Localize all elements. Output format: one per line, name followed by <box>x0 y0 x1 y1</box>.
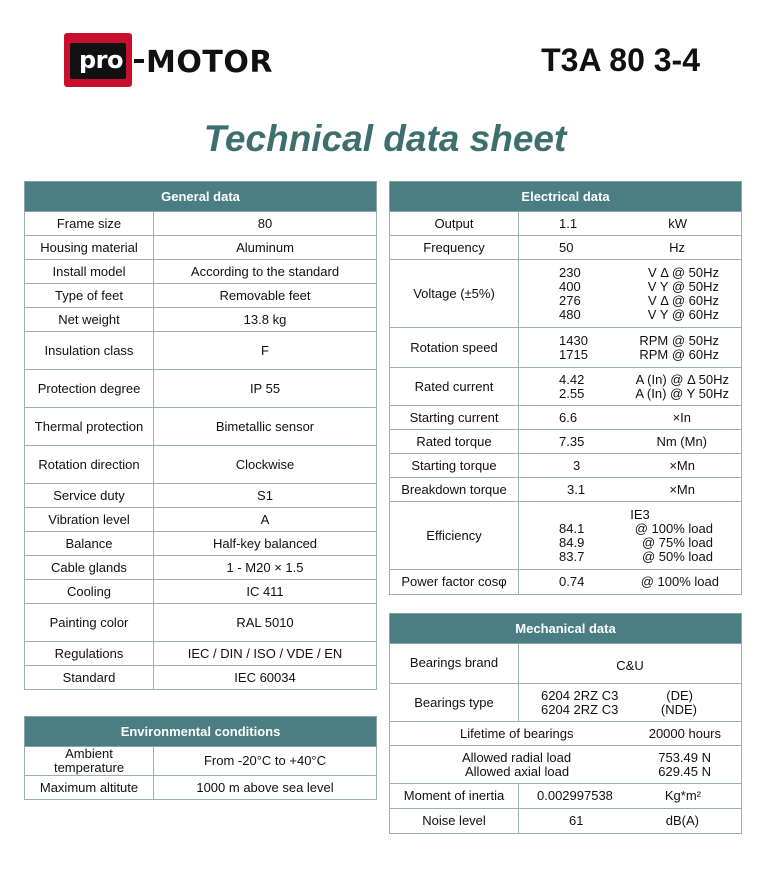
row-value: 1.1 <box>559 215 578 231</box>
row-value: 84.1 <box>559 520 585 536</box>
row-label: Thermal protection <box>25 408 154 446</box>
table-row <box>25 642 377 666</box>
row-value: Clockwise <box>154 446 377 484</box>
row-label: Service duty <box>25 484 154 508</box>
row-unit: kW <box>668 215 687 231</box>
row-value: IEC 60034 <box>154 666 377 690</box>
table-row <box>390 502 742 570</box>
table-row <box>390 454 742 478</box>
table-row <box>25 776 377 800</box>
row-value: S1 <box>154 484 377 508</box>
row-label: Starting current <box>390 406 519 430</box>
row-value: Half-key balanced <box>154 532 377 556</box>
table-row <box>25 508 377 532</box>
table-row <box>390 684 742 722</box>
pro-motor-logo <box>64 33 304 87</box>
electrical-data-heading: Electrical data <box>390 182 742 212</box>
row-value: A <box>154 508 377 532</box>
row-value: 1715 <box>559 346 588 362</box>
row-unit: @ 50% load <box>641 548 713 564</box>
row-label: Starting torque <box>390 454 519 478</box>
row-label: Bearings brand <box>390 644 519 684</box>
row-unit: ×In <box>672 409 691 425</box>
row-value: 84.9 <box>559 534 585 550</box>
row-unit: A (In) @ Y 50Hz <box>635 385 729 401</box>
row-label: Rotation speed <box>390 328 519 368</box>
row-unit: @ 75% load <box>641 534 713 550</box>
row-label: Regulations <box>25 642 154 666</box>
row-label: Install model <box>25 260 154 284</box>
row-value: 6.6 <box>559 409 578 425</box>
table-row <box>390 430 742 454</box>
row-value: IP 55 <box>154 370 377 408</box>
row-value: 0.74 <box>559 574 585 589</box>
general-data-table <box>24 181 377 690</box>
row-unit: (NDE) <box>660 701 697 717</box>
row-value: 3 <box>573 457 581 473</box>
table-row <box>390 260 742 328</box>
table-row <box>390 406 742 430</box>
row-label: Ambient temperature <box>25 747 154 776</box>
row-unit: A (In) @ Δ 50Hz <box>635 371 729 387</box>
row-value: 0.002997538 <box>537 788 613 803</box>
row-value: 50 <box>559 239 574 255</box>
row-value: 6204 2RZ C3 <box>541 687 619 703</box>
table-row <box>390 570 742 595</box>
row-label: Voltage (±5%) <box>390 260 519 328</box>
row-value: C&U <box>519 644 742 684</box>
row-unit: RPM @ 60Hz <box>639 346 719 362</box>
row-value: 3.1 <box>567 481 586 497</box>
row-value: 1430 <box>559 332 588 348</box>
row-unit: Nm (Mn) <box>656 433 707 449</box>
row-label: Maximum altitute <box>25 776 154 800</box>
row-label: Breakdown torque <box>390 478 519 502</box>
row-unit: V Δ @ 50Hz <box>647 264 719 280</box>
table-row <box>25 556 377 580</box>
row-label: Standard <box>25 666 154 690</box>
table-row <box>390 236 742 260</box>
mechanical-data-table <box>389 613 742 834</box>
row-unit: V Δ @ 60Hz <box>647 292 719 308</box>
page-title: Technical data sheet <box>203 118 567 159</box>
table-row <box>25 446 377 484</box>
row-unit: RPM @ 50Hz <box>639 332 719 348</box>
logo-pro-text: pro <box>79 46 124 74</box>
row-value: 400 <box>559 278 581 294</box>
row-value: 2.55 <box>559 385 585 401</box>
row-unit: Hz <box>669 239 685 255</box>
row-value: 629.45 N <box>658 763 711 779</box>
row-value: 83.7 <box>559 548 585 564</box>
row-unit: @ 100% load <box>634 520 713 536</box>
row-label: Cooling <box>25 580 154 604</box>
environmental-conditions-table <box>24 716 377 800</box>
row-label: Housing material <box>25 236 154 260</box>
row-unit: Kg*m² <box>664 788 701 803</box>
table-row <box>390 784 742 809</box>
row-label: Frequency <box>390 236 519 260</box>
table-row <box>25 484 377 508</box>
row-label: Rated current <box>390 368 519 406</box>
table-row <box>25 532 377 556</box>
table-row <box>25 370 377 408</box>
mechanical-data-heading: Mechanical data <box>390 614 742 644</box>
row-value: IC 411 <box>154 580 377 604</box>
table-row <box>25 308 377 332</box>
table-row <box>25 604 377 642</box>
row-label: Painting color <box>25 604 154 642</box>
row-label: Power factor cosφ <box>390 570 519 595</box>
table-row <box>390 212 742 236</box>
table-row <box>390 478 742 502</box>
row-unit: V Y @ 50Hz <box>647 278 719 294</box>
row-value: Aluminum <box>154 236 377 260</box>
row-unit: (DE) <box>666 687 693 703</box>
table-row <box>25 260 377 284</box>
row-label: Moment of inertia <box>390 784 519 809</box>
row-label: Lifetime of bearings <box>460 725 574 741</box>
table-row <box>390 722 742 746</box>
row-label: Protection degree <box>25 370 154 408</box>
model-number: T3A 80 3-4 <box>541 42 700 78</box>
row-label: Insulation class <box>25 332 154 370</box>
row-value: IEC / DIN / ISO / VDE / EN <box>154 642 377 666</box>
table-row <box>25 284 377 308</box>
logo-dash <box>134 59 144 63</box>
row-value: 7.35 <box>559 433 585 449</box>
row-label: Type of feet <box>25 284 154 308</box>
table-row <box>25 580 377 604</box>
row-unit: dB(A) <box>665 813 699 828</box>
row-label: Balance <box>25 532 154 556</box>
row-value: 1000 m above sea level <box>154 776 377 800</box>
row-label: Frame size <box>25 212 154 236</box>
efficiency-class: IE3 <box>630 506 650 522</box>
row-label: Bearings type <box>390 684 519 722</box>
row-label: Rated torque <box>390 430 519 454</box>
row-value: 753.49 N <box>658 749 711 765</box>
table-row <box>390 644 742 684</box>
row-value: 276 <box>559 292 581 308</box>
row-value: F <box>154 332 377 370</box>
row-label: Rotation direction <box>25 446 154 484</box>
general-data-heading: General data <box>25 182 377 212</box>
row-value: 20000 hours <box>648 725 721 741</box>
row-value: 1 - M20 × 1.5 <box>154 556 377 580</box>
table-row <box>390 746 742 784</box>
row-value: RAL 5010 <box>154 604 377 642</box>
row-value: According to the standard <box>154 260 377 284</box>
row-label: Allowed axial load <box>465 763 570 779</box>
row-value: 13.8 kg <box>154 308 377 332</box>
row-unit: V Y @ 60Hz <box>647 306 719 322</box>
electrical-data-table <box>389 181 742 595</box>
table-row <box>25 236 377 260</box>
row-label: Efficiency <box>390 502 519 570</box>
table-row <box>390 809 742 834</box>
row-unit: ×Mn <box>669 481 695 497</box>
table-row <box>25 408 377 446</box>
row-value: 480 <box>559 306 581 322</box>
row-value: 230 <box>559 264 581 280</box>
table-row <box>25 212 377 236</box>
row-label: Allowed radial load <box>462 749 572 765</box>
row-value: From -20°C to +40°C <box>154 747 377 776</box>
row-value: 4.42 <box>559 371 585 387</box>
row-value: Bimetallic sensor <box>154 408 377 446</box>
row-label: Noise level <box>390 809 519 834</box>
row-unit: @ 100% load <box>640 574 719 589</box>
table-row <box>25 666 377 690</box>
row-label: Output <box>390 212 519 236</box>
row-label: Cable glands <box>25 556 154 580</box>
logo-motor-text: MOTOR <box>146 45 273 80</box>
row-value: 80 <box>154 212 377 236</box>
table-row <box>25 747 377 776</box>
environmental-conditions-heading: Environmental conditions <box>25 717 377 747</box>
table-row <box>390 368 742 406</box>
row-label: Net weight <box>25 308 154 332</box>
row-value: 61 <box>569 813 584 828</box>
row-value: 6204 2RZ C3 <box>541 701 619 717</box>
table-row <box>390 328 742 368</box>
row-value: Removable feet <box>154 284 377 308</box>
row-label: Vibration level <box>25 508 154 532</box>
row-unit: ×Mn <box>669 457 695 473</box>
table-row <box>25 332 377 370</box>
